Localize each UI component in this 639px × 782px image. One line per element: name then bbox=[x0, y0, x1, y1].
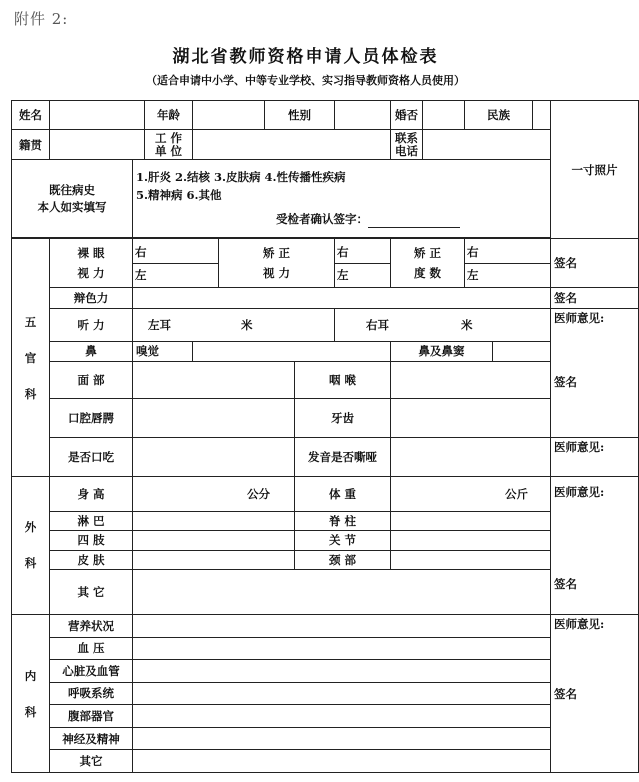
internal-other-field[interactable] bbox=[133, 750, 551, 773]
origin-field[interactable] bbox=[50, 129, 145, 160]
hoarse-field[interactable] bbox=[391, 437, 551, 476]
right-ear-field[interactable] bbox=[335, 308, 551, 341]
stutter-opinion-label: 医师意见: bbox=[554, 439, 605, 454]
history-label: 既往病史 本人如实填写 bbox=[12, 160, 133, 238]
nose-label: 鼻 bbox=[50, 341, 133, 361]
patient-sign-line[interactable] bbox=[368, 215, 460, 228]
name-field[interactable] bbox=[50, 101, 145, 130]
nerve-field[interactable] bbox=[133, 727, 551, 750]
internal-section-label: 内 科 bbox=[12, 615, 50, 773]
neck-label: 颈 部 bbox=[295, 550, 391, 569]
origin-label: 籍贯 bbox=[12, 129, 50, 160]
heart-field[interactable] bbox=[133, 660, 551, 683]
marital-label: 婚否 bbox=[391, 101, 423, 130]
ethnicity-field[interactable] bbox=[533, 101, 551, 130]
facial-sign-label: 签名 bbox=[554, 374, 577, 389]
surgery-other-field[interactable] bbox=[133, 570, 551, 615]
stutter-opinion-cell[interactable] bbox=[551, 437, 639, 476]
respiratory-field[interactable] bbox=[133, 682, 551, 705]
degree-left-label: 左 bbox=[467, 267, 479, 282]
attachment-label: 附件 2: bbox=[14, 10, 69, 28]
color-sign-cell[interactable] bbox=[551, 288, 639, 308]
right-ear-label: 右耳 bbox=[366, 317, 389, 332]
smell-label: 嗅觉 bbox=[133, 341, 193, 361]
sinus-field[interactable] bbox=[493, 341, 551, 361]
left-ear-label: 左耳 bbox=[148, 317, 171, 332]
teeth-label: 牙齿 bbox=[295, 399, 391, 438]
form-title: 湖北省教师资格申请人员体检表 bbox=[172, 47, 439, 67]
left-ear-field[interactable] bbox=[133, 308, 335, 341]
form-subtitle: （适合申请中小学、中等专业学校、实习指导教师资格人员使用） bbox=[146, 74, 465, 87]
patient-sign-label: 受检者确认签字： bbox=[276, 212, 368, 227]
corrected-vision-values[interactable] bbox=[335, 239, 391, 288]
height-field[interactable] bbox=[133, 476, 295, 511]
weight-field[interactable] bbox=[391, 476, 551, 511]
work-unit-field[interactable] bbox=[193, 129, 391, 160]
photo-label: 一寸照片 bbox=[571, 162, 618, 177]
corrected-right-label: 右 bbox=[337, 245, 349, 260]
internal-sign-label: 签名 bbox=[554, 687, 577, 702]
history-options-2: 5.精神病 6.其他 bbox=[136, 188, 222, 203]
smell-field[interactable] bbox=[193, 341, 391, 361]
oral-field[interactable] bbox=[133, 399, 295, 438]
internal-other-label: 其它 bbox=[50, 750, 133, 773]
contact-label: 联系 电话 bbox=[391, 129, 423, 160]
bp-label: 血 压 bbox=[50, 637, 133, 660]
color-sense-label: 辩色力 bbox=[50, 288, 133, 308]
respiratory-label: 呼吸系统 bbox=[50, 682, 133, 705]
internal-opinion-label: 医师意见: bbox=[554, 617, 605, 632]
weight-unit: 公斤 bbox=[505, 486, 528, 501]
nutrition-label: 营养状况 bbox=[50, 615, 133, 638]
facial-opinion-label: 医师意见: bbox=[554, 310, 605, 325]
medical-exam-form bbox=[11, 100, 639, 773]
vision-sign-cell[interactable] bbox=[551, 239, 639, 288]
contact-field[interactable] bbox=[423, 129, 551, 160]
throat-field[interactable] bbox=[391, 362, 551, 399]
ethnicity-label: 民族 bbox=[465, 101, 533, 130]
joints-field[interactable] bbox=[391, 531, 551, 550]
oral-label: 口腔唇腭 bbox=[50, 399, 133, 438]
corrected-vision-label: 矫 正 视 力 bbox=[219, 239, 335, 288]
stutter-field[interactable] bbox=[133, 437, 295, 476]
color-sign-label: 签名 bbox=[554, 291, 577, 306]
hoarse-label: 发音是否嘶哑 bbox=[295, 437, 391, 476]
name-label: 姓名 bbox=[12, 101, 50, 130]
surgery-section-label: 外 科 bbox=[12, 476, 50, 614]
history-field[interactable] bbox=[133, 160, 551, 238]
throat-label: 咽 喉 bbox=[295, 362, 391, 399]
spine-field[interactable] bbox=[391, 511, 551, 530]
lymph-label: 淋 巴 bbox=[50, 511, 133, 530]
heart-label: 心脏及血管 bbox=[50, 660, 133, 683]
marital-field[interactable] bbox=[423, 101, 465, 130]
face-field[interactable] bbox=[133, 362, 295, 399]
surgery-opinion-label: 医师意见: bbox=[554, 484, 605, 499]
work-unit-label: 工 作 单 位 bbox=[145, 129, 193, 160]
degree-right-label: 右 bbox=[467, 245, 479, 260]
limbs-label: 四 肢 bbox=[50, 531, 133, 550]
facial-opinion-cell[interactable] bbox=[551, 308, 639, 437]
gender-field[interactable] bbox=[335, 101, 391, 130]
surgery-opinion-cell[interactable] bbox=[551, 476, 639, 614]
skin-field[interactable] bbox=[133, 550, 295, 569]
facial-section-label: 五 官 科 bbox=[12, 239, 50, 477]
corrected-degree-label: 矫 正 度 数 bbox=[391, 239, 465, 288]
weight-label: 体 重 bbox=[295, 476, 391, 511]
age-field[interactable] bbox=[193, 101, 265, 130]
height-unit: 公分 bbox=[247, 486, 270, 501]
nerve-label: 神经及精神 bbox=[50, 727, 133, 750]
stutter-label: 是否口吃 bbox=[50, 437, 133, 476]
gender-label: 性别 bbox=[265, 101, 335, 130]
naked-right-label: 右 bbox=[135, 245, 147, 260]
right-ear-unit: 米 bbox=[461, 317, 473, 332]
corrected-left-label: 左 bbox=[337, 267, 349, 282]
abdomen-field[interactable] bbox=[133, 705, 551, 728]
naked-left-label: 左 bbox=[135, 267, 147, 282]
neck-field[interactable] bbox=[391, 550, 551, 569]
limbs-field[interactable] bbox=[133, 531, 295, 550]
sinus-label: 鼻及鼻窦 bbox=[391, 341, 493, 361]
face-label: 面 部 bbox=[50, 362, 133, 399]
skin-label: 皮 肤 bbox=[50, 550, 133, 569]
naked-vision-values[interactable] bbox=[133, 239, 219, 288]
color-sense-field[interactable] bbox=[133, 288, 551, 308]
left-ear-unit: 米 bbox=[241, 317, 253, 332]
height-label: 身 高 bbox=[50, 476, 133, 511]
corrected-degree-values[interactable] bbox=[465, 239, 551, 288]
nutrition-field[interactable] bbox=[133, 615, 551, 638]
vision-sign-label: 签名 bbox=[554, 256, 577, 271]
bp-field[interactable] bbox=[133, 637, 551, 660]
abdomen-label: 腹部器官 bbox=[50, 705, 133, 728]
photo-box[interactable] bbox=[551, 101, 639, 239]
spine-label: 脊 柱 bbox=[295, 511, 391, 530]
teeth-field[interactable] bbox=[391, 399, 551, 438]
surgery-other-label: 其 它 bbox=[50, 570, 133, 615]
internal-opinion-cell[interactable] bbox=[551, 615, 639, 773]
surgery-sign-label: 签名 bbox=[554, 576, 577, 591]
naked-vision-label: 裸 眼 视 力 bbox=[50, 239, 133, 288]
joints-label: 关 节 bbox=[295, 531, 391, 550]
hearing-label: 听 力 bbox=[50, 308, 133, 341]
age-label: 年龄 bbox=[145, 101, 193, 130]
history-options-1: 1.肝炎 2.结核 3.皮肤病 4.性传播性疾病 bbox=[136, 170, 346, 185]
lymph-field[interactable] bbox=[133, 511, 295, 530]
